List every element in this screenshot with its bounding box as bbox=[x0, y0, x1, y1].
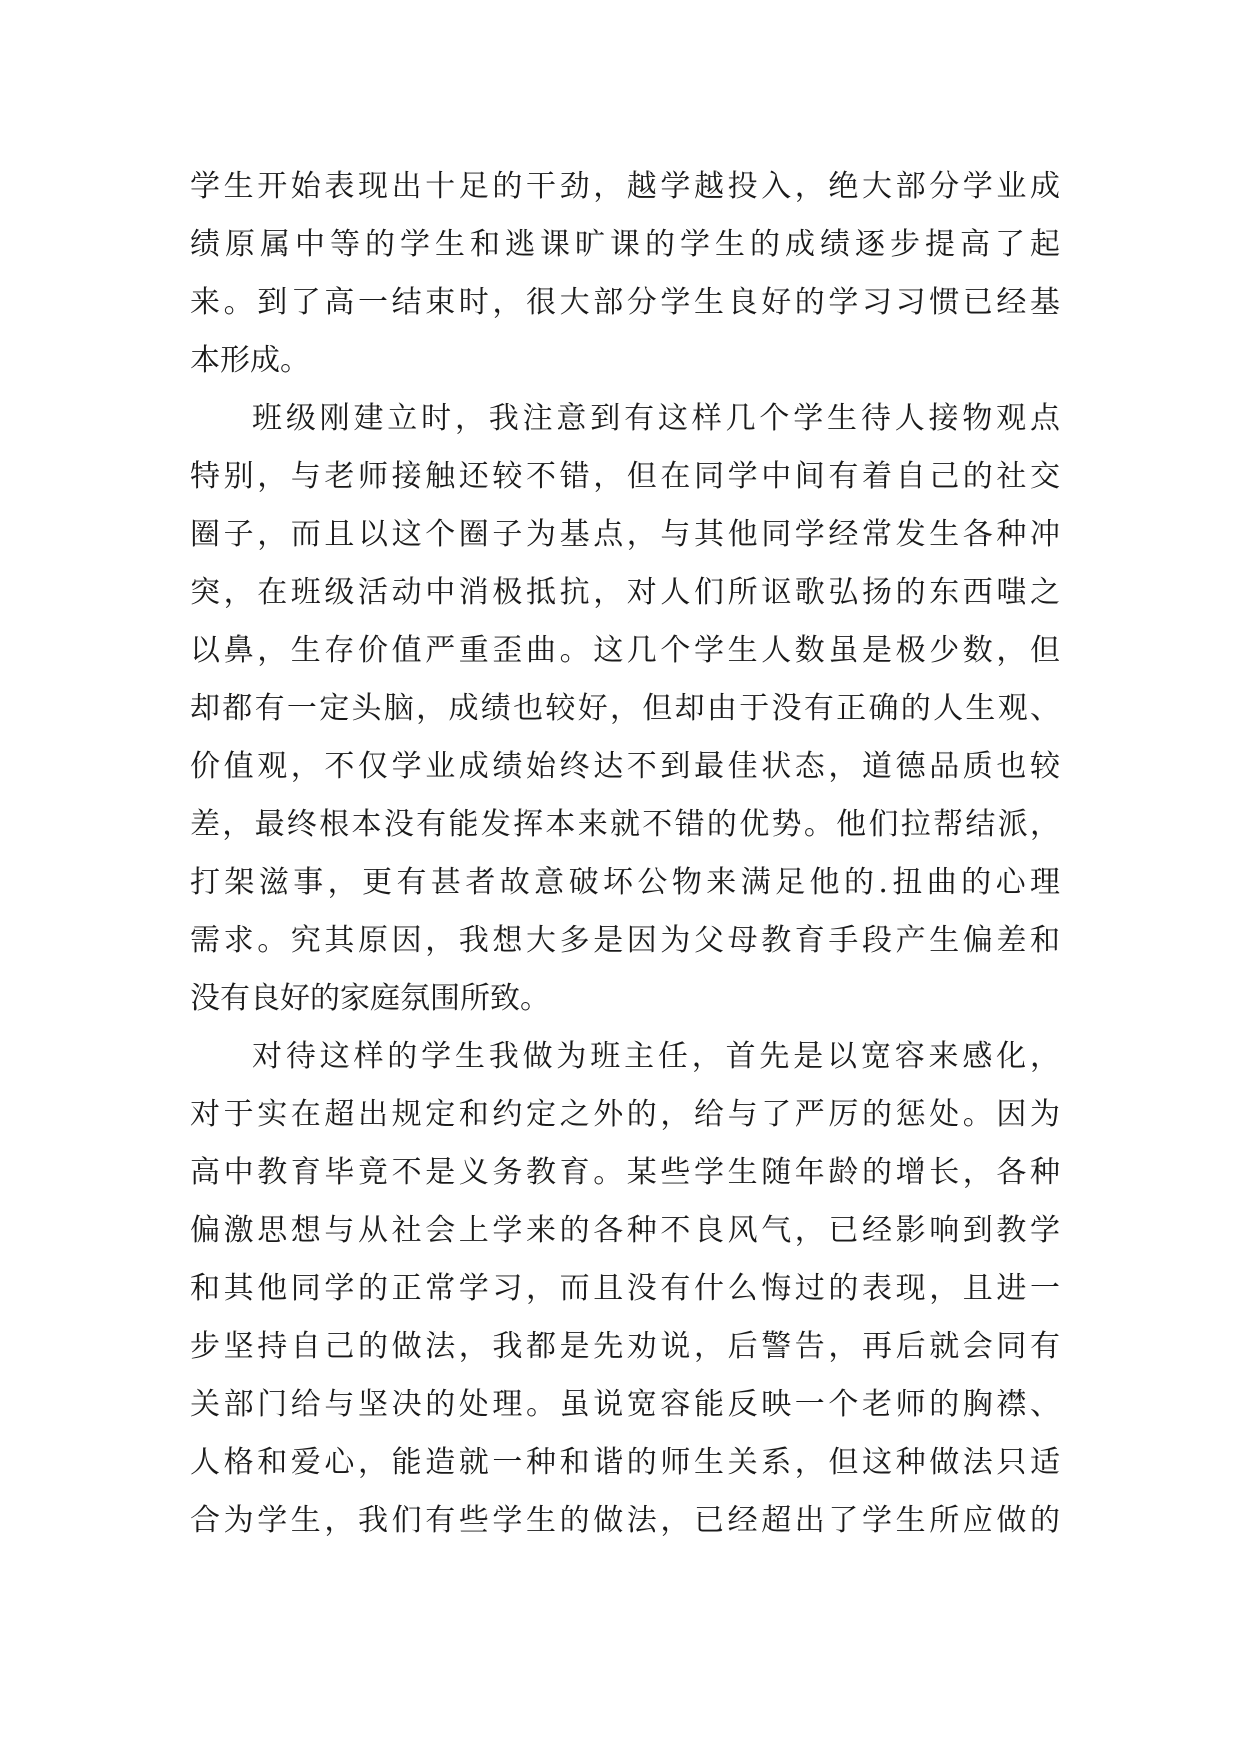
text-line: 对于实在超出规定和约定之外的，给与了严厉的惩处。因为 bbox=[190, 1097, 1060, 1132]
text-line: 突，在班级活动中消极抵抗，对人们所讴歌弘扬的东西嗤之 bbox=[190, 575, 1060, 610]
text-line: 绩原属中等的学生和逃课旷课的学生的成绩逐步提高了起 bbox=[190, 227, 1060, 262]
text-line: 关部门给与坚决的处理。虽说宽容能反映一个老师的胸襟、 bbox=[190, 1387, 1060, 1422]
body-text bbox=[190, 158, 1060, 1550]
text-line: 班级刚建立时，我注意到有这样几个学生待人接物观点 bbox=[252, 401, 1060, 436]
text-line: 高中教育毕竟不是义务教育。某些学生随年龄的增长，各种 bbox=[190, 1155, 1060, 1190]
text-line: 偏激思想与从社会上学来的各种不良风气，已经影响到教学 bbox=[190, 1213, 1060, 1248]
text-line: 打架滋事，更有甚者故意破坏公物来满足他的.扭曲的心理 bbox=[190, 865, 1060, 900]
text-line: 人格和爱心，能造就一种和谐的师生关系，但这种做法只适 bbox=[190, 1445, 1060, 1480]
text-line: 合为学生，我们有些学生的做法，已经超出了学生所应做的 bbox=[190, 1503, 1060, 1538]
text-line: 对待这样的学生我做为班主任，首先是以宽容来感化， bbox=[252, 1039, 1060, 1074]
text-line: 以鼻，生存价值严重歪曲。这几个学生人数虽是极少数，但 bbox=[190, 633, 1060, 668]
text-line: 需求。究其原因，我想大多是因为父母教育手段产生偏差和 bbox=[190, 923, 1060, 958]
text-line: 和其他同学的正常学习，而且没有什么悔过的表现，且进一 bbox=[190, 1271, 1060, 1306]
text-line: 圈子，而且以这个圈子为基点，与其他同学经常发生各种冲 bbox=[190, 517, 1060, 552]
text-line: 本形成。 bbox=[190, 343, 310, 378]
text-line: 差，最终根本没有能发挥本来就不错的优势。他们拉帮结派， bbox=[190, 807, 1060, 842]
text-line: 特别，与老师接触还较不错，但在同学中间有着自己的社交 bbox=[190, 459, 1060, 494]
text-line: 没有良好的家庭氛围所致。 bbox=[190, 981, 550, 1016]
text-line: 价值观，不仅学业成绩始终达不到最佳状态，道德品质也较 bbox=[190, 749, 1060, 784]
text-line: 学生开始表现出十足的干劲，越学越投入，绝大部分学业成 bbox=[190, 169, 1060, 204]
text-line: 却都有一定头脑，成绩也较好，但却由于没有正确的人生观、 bbox=[190, 691, 1060, 726]
text-line: 来。到了高一结束时，很大部分学生良好的学习习惯已经基 bbox=[190, 285, 1060, 320]
text-line: 步坚持自己的做法，我都是先劝说，后警告，再后就会同有 bbox=[190, 1329, 1060, 1364]
